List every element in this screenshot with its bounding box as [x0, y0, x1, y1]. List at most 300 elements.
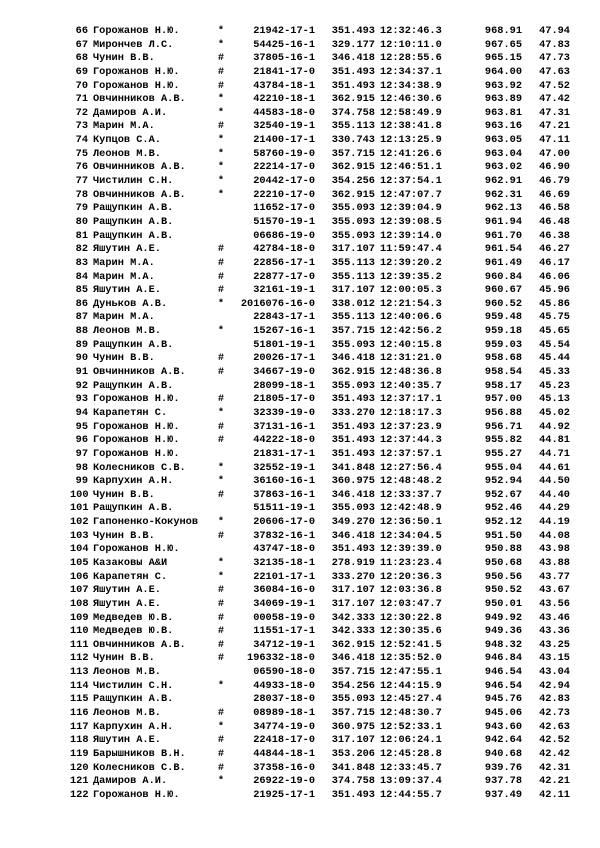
distance: 355.093 [331, 338, 375, 351]
fancier-name: Карапетян С. [93, 570, 168, 583]
bird-ring-id: 37832-16-1 [253, 529, 315, 542]
coefficient: 44.71 [539, 447, 570, 460]
fancier-name: Леонов М.В. [93, 325, 161, 338]
distance: 357.715 [331, 147, 375, 160]
row-number: 75 [75, 147, 88, 160]
bird-ring-id: 37358-16-0 [253, 761, 315, 774]
fancier-name: Чунин В.В. [93, 52, 155, 65]
fancier-name: Горожанов Н.Ю. [93, 393, 180, 406]
distance: 317.107 [331, 597, 375, 610]
row-number: 119 [70, 747, 89, 760]
distance: 351.493 [331, 447, 375, 460]
fancier-name: Карпухин А.Н. [93, 475, 174, 488]
row-number: 104 [70, 543, 89, 556]
bird-ring-id: 21831-17-1 [253, 447, 315, 460]
arrival-time: 12:42:48.9 [380, 502, 442, 515]
row-number: 68 [75, 52, 88, 65]
distance: 338.012 [331, 297, 375, 310]
row-number: 107 [70, 584, 89, 597]
row-number: 88 [75, 325, 88, 338]
coefficient: 42.31 [539, 761, 570, 774]
distance: 354.256 [331, 175, 375, 188]
distance: 355.093 [331, 693, 375, 706]
coefficient: 44.29 [539, 502, 570, 515]
row-number: 109 [70, 611, 89, 624]
speed: 963.04 [484, 147, 522, 160]
bird-ring-id: 42210-18-1 [253, 93, 315, 106]
fancier-name: Чистилин С.Н. [93, 679, 174, 692]
distance: 346.418 [331, 529, 375, 542]
arrival-time: 12:13:25.9 [380, 134, 442, 147]
bird-ring-id: 22877-17-0 [253, 270, 315, 283]
bird-ring-id: 44844-18-1 [253, 747, 315, 760]
bird-ring-id: 43784-18-1 [253, 79, 315, 92]
bird-ring-id: 34667-19-0 [253, 366, 315, 379]
coefficient: 45.44 [539, 352, 570, 365]
bird-ring-id: 34712-19-1 [253, 638, 315, 651]
distance: 354.256 [331, 679, 375, 692]
mark-symbol: * [217, 25, 225, 37]
speed: 960.52 [484, 297, 522, 310]
arrival-time: 12:58:49.9 [380, 106, 442, 119]
mark-symbol: * [217, 175, 225, 188]
row-number: 93 [75, 393, 88, 406]
mark-symbol: # [217, 243, 225, 256]
distance: 351.493 [331, 25, 375, 37]
row-number: 78 [75, 188, 88, 201]
distance: 362.915 [331, 188, 375, 201]
distance: 349.270 [331, 516, 375, 529]
bird-ring-id: 37131-16-1 [253, 420, 315, 433]
fancier-name: Ращупкин А.В. [93, 693, 174, 706]
row-number: 91 [75, 366, 88, 379]
bird-ring-id: 58760-19-0 [253, 147, 315, 160]
arrival-time: 12:45:27.4 [380, 693, 442, 706]
coefficient: 43.46 [539, 611, 570, 624]
fancier-name: Овчинников А.В. [93, 93, 186, 106]
speed: 958.68 [484, 352, 522, 365]
fancier-name: Яшутин А.Е. [93, 734, 161, 747]
speed: 958.54 [484, 366, 522, 379]
mark-symbol: # [217, 734, 225, 747]
arrival-time: 12:47:07.7 [380, 188, 442, 201]
distance: 341.848 [331, 761, 375, 774]
speed: 956.88 [484, 406, 522, 419]
bird-ring-id: 00058-19-0 [253, 611, 315, 624]
arrival-time: 12:10:11.0 [380, 38, 442, 51]
row-number: 85 [75, 284, 88, 297]
mark-symbol: * [217, 325, 225, 338]
coefficient: 43.36 [539, 625, 570, 638]
coefficient: 43.04 [539, 666, 570, 679]
speed: 948.32 [484, 638, 522, 651]
mark-symbol: # [217, 434, 225, 447]
coefficient: 42.94 [539, 679, 570, 692]
fancier-name: Ращупкин А.В. [93, 202, 174, 215]
row-number: 114 [70, 679, 89, 692]
speed: 959.18 [484, 325, 522, 338]
coefficient: 44.81 [539, 434, 570, 447]
speed: 963.02 [484, 161, 522, 174]
distance: 351.493 [331, 434, 375, 447]
speed: 963.05 [484, 134, 522, 147]
arrival-time: 12:30:35.6 [380, 625, 442, 638]
speed: 961.70 [484, 229, 522, 242]
mark-symbol: * [217, 134, 225, 147]
row-number: 66 [75, 25, 88, 37]
fancier-name: Купцов С.А. [93, 134, 161, 147]
speed: 949.92 [484, 611, 522, 624]
fancier-name: Горожанов Н.Ю. [93, 447, 180, 460]
coefficient: 44.61 [539, 461, 570, 474]
arrival-time: 12:03:47.7 [380, 597, 442, 610]
mark-symbol: # [217, 747, 225, 760]
row-number: 74 [75, 134, 88, 147]
speed: 961.49 [484, 256, 522, 269]
row-number: 67 [75, 38, 88, 51]
coefficient: 42.63 [539, 720, 570, 733]
speed: 950.56 [484, 570, 522, 583]
bird-ring-id: 2016076-16-0 [240, 297, 315, 310]
bird-ring-id: 20606-17-0 [253, 516, 315, 529]
row-number: 77 [75, 175, 88, 188]
distance: 317.107 [331, 734, 375, 747]
coefficient: 42.42 [539, 747, 570, 760]
coefficient: 47.11 [539, 134, 570, 147]
speed: 964.00 [484, 65, 522, 78]
row-number: 84 [75, 270, 88, 283]
fancier-name: Марин М.А. [93, 120, 155, 133]
mark-symbol: # [217, 488, 225, 501]
arrival-time: 11:59:47.4 [380, 243, 442, 256]
fancier-name: Марин М.А. [93, 270, 155, 283]
mark-symbol: * [217, 38, 225, 51]
fancier-name: Марин М.А. [93, 256, 155, 269]
row-number: 112 [70, 652, 89, 665]
speed: 952.12 [484, 516, 522, 529]
distance: 355.113 [331, 120, 375, 133]
bird-ring-id: 06590-18-0 [253, 666, 315, 679]
distance: 362.915 [331, 93, 375, 106]
distance: 351.493 [331, 393, 375, 406]
fancier-name: Колесников С.В. [93, 761, 186, 774]
mark-symbol: # [217, 270, 225, 283]
bird-ring-id: 21805-17-0 [253, 393, 315, 406]
arrival-time: 12:45:28.8 [380, 747, 442, 760]
bird-ring-id: 44222-18-0 [253, 434, 315, 447]
coefficient: 47.73 [539, 52, 570, 65]
speed: 955.82 [484, 434, 522, 447]
speed: 949.36 [484, 625, 522, 638]
mark-symbol: # [217, 65, 225, 78]
coefficient: 43.77 [539, 570, 570, 583]
distance: 330.743 [331, 134, 375, 147]
fancier-name: Дуньков А.В. [93, 297, 168, 310]
fancier-name: Чунин В.В. [93, 488, 155, 501]
fancier-name: Медведев Ю.В. [93, 625, 174, 638]
distance: 360.975 [331, 475, 375, 488]
arrival-time: 11:23:23.4 [380, 556, 442, 569]
distance: 355.113 [331, 270, 375, 283]
fancier-name: Барышников В.Н. [93, 747, 186, 760]
mark-symbol: * [217, 188, 225, 201]
speed: 967.65 [484, 38, 522, 51]
coefficient: 45.23 [539, 379, 570, 392]
fancier-name: Горожанов Н.Ю. [93, 420, 180, 433]
fancier-name: Горожанов Н.Ю. [93, 79, 180, 92]
arrival-time: 12:34:04.5 [380, 529, 442, 542]
arrival-time: 12:46:51.1 [380, 161, 442, 174]
arrival-time: 12:03:36.8 [380, 584, 442, 597]
arrival-time: 12:42:56.2 [380, 325, 442, 338]
speed: 956.71 [484, 420, 522, 433]
mark-symbol: # [217, 79, 225, 92]
row-number: 80 [75, 215, 88, 228]
coefficient: 46.79 [539, 175, 570, 188]
row-number: 115 [70, 693, 89, 706]
coefficient: 44.19 [539, 516, 570, 529]
distance: 346.418 [331, 652, 375, 665]
coefficient: 42.83 [539, 693, 570, 706]
row-number: 121 [70, 775, 89, 788]
mark-symbol: # [217, 284, 225, 297]
bird-ring-id: 22843-17-1 [253, 311, 315, 324]
arrival-time: 12:40:15.8 [380, 338, 442, 351]
distance: 317.107 [331, 284, 375, 297]
row-number: 86 [75, 297, 88, 310]
coefficient: 44.50 [539, 475, 570, 488]
speed: 955.04 [484, 461, 522, 474]
arrival-time: 12:40:35.7 [380, 379, 442, 392]
arrival-time: 12:48:48.2 [380, 475, 442, 488]
coefficient: 42.11 [539, 788, 570, 801]
bird-ring-id: 28099-18-1 [253, 379, 315, 392]
distance: 357.715 [331, 666, 375, 679]
coefficient: 47.31 [539, 106, 570, 119]
speed: 945.06 [484, 707, 522, 720]
coefficient: 46.69 [539, 188, 570, 201]
bird-ring-id: 22418-17-0 [253, 734, 315, 747]
arrival-time: 12:52:41.5 [380, 638, 442, 651]
coefficient: 45.13 [539, 393, 570, 406]
speed: 943.60 [484, 720, 522, 733]
distance: 355.093 [331, 202, 375, 215]
speed: 958.17 [484, 379, 522, 392]
speed: 957.00 [484, 393, 522, 406]
coefficient: 42.73 [539, 707, 570, 720]
fancier-name: Ращупкин А.В. [93, 215, 174, 228]
coefficient: 45.65 [539, 325, 570, 338]
fancier-name: Горожанов Н.Ю. [93, 543, 180, 556]
mark-symbol: # [217, 611, 225, 624]
coefficient: 45.75 [539, 311, 570, 324]
mark-symbol: * [217, 570, 225, 583]
row-number: 111 [70, 638, 89, 651]
bird-ring-id: 22210-17-0 [253, 188, 315, 201]
coefficient: 46.48 [539, 215, 570, 228]
speed: 962.13 [484, 202, 522, 215]
coefficient: 46.58 [539, 202, 570, 215]
coefficient: 42.21 [539, 775, 570, 788]
coefficient: 45.96 [539, 284, 570, 297]
coefficient: 45.33 [539, 366, 570, 379]
coefficient: 47.83 [539, 38, 570, 51]
speed: 951.50 [484, 529, 522, 542]
distance: 333.270 [331, 406, 375, 419]
speed: 963.16 [484, 120, 522, 133]
coefficient: 43.88 [539, 556, 570, 569]
speed: 950.88 [484, 543, 522, 556]
mark-symbol: * [217, 556, 225, 569]
distance: 346.418 [331, 488, 375, 501]
row-number: 76 [75, 161, 88, 174]
distance: 355.113 [331, 256, 375, 269]
speed: 963.81 [484, 106, 522, 119]
speed: 955.27 [484, 447, 522, 460]
speed: 940.68 [484, 747, 522, 760]
coefficient: 47.63 [539, 65, 570, 78]
mark-symbol: * [217, 406, 225, 419]
fancier-name: Чунин В.В. [93, 529, 155, 542]
bird-ring-id: 34069-19-1 [253, 597, 315, 610]
row-number: 108 [70, 597, 89, 610]
coefficient: 47.00 [539, 147, 570, 160]
fancier-name: Яшутин А.Е. [93, 284, 161, 297]
arrival-time: 12:34:38.9 [380, 79, 442, 92]
arrival-time: 12:48:36.8 [380, 366, 442, 379]
coefficient: 44.08 [539, 529, 570, 542]
bird-ring-id: 196332-18-0 [247, 652, 315, 665]
fancier-name: Леонов М.В. [93, 666, 161, 679]
arrival-time: 12:36:50.1 [380, 516, 442, 529]
mark-symbol: * [217, 475, 225, 488]
row-number: 102 [70, 516, 89, 529]
speed: 942.64 [484, 734, 522, 747]
mark-symbol: * [217, 516, 225, 529]
distance: 329.177 [331, 38, 375, 51]
row-number: 79 [75, 202, 88, 215]
bird-ring-id: 21400-17-1 [253, 134, 315, 147]
arrival-time: 12:06:24.1 [380, 734, 442, 747]
row-number: 100 [70, 488, 89, 501]
row-number: 73 [75, 120, 88, 133]
mark-symbol: # [217, 366, 225, 379]
bird-ring-id: 21942-17-1 [253, 25, 315, 37]
mark-symbol: # [217, 420, 225, 433]
bird-ring-id: 26922-19-0 [253, 775, 315, 788]
arrival-time: 12:37:17.1 [380, 393, 442, 406]
row-number: 110 [70, 625, 89, 638]
coefficient: 46.90 [539, 161, 570, 174]
arrival-time: 12:18:17.3 [380, 406, 442, 419]
mark-symbol: * [217, 161, 225, 174]
mark-symbol: # [217, 529, 225, 542]
distance: 342.333 [331, 625, 375, 638]
speed: 959.03 [484, 338, 522, 351]
fancier-name: Овчинников А.В. [93, 366, 186, 379]
distance: 342.333 [331, 611, 375, 624]
bird-ring-id: 15267-16-1 [253, 325, 315, 338]
speed: 959.48 [484, 311, 522, 324]
coefficient: 45.54 [539, 338, 570, 351]
bird-ring-id: 32135-18-1 [253, 556, 315, 569]
speed: 945.76 [484, 693, 522, 706]
distance: 317.107 [331, 243, 375, 256]
arrival-time: 12:37:54.1 [380, 175, 442, 188]
mark-symbol: # [217, 638, 225, 651]
distance: 351.493 [331, 65, 375, 78]
bird-ring-id: 36160-16-1 [253, 475, 315, 488]
speed: 950.52 [484, 584, 522, 597]
speed: 960.67 [484, 284, 522, 297]
distance: 346.418 [331, 52, 375, 65]
fancier-name: Чистилин С.Н. [93, 175, 174, 188]
arrival-time: 12:32:46.3 [380, 25, 442, 37]
distance: 357.715 [331, 707, 375, 720]
speed: 937.78 [484, 775, 522, 788]
speed: 952.67 [484, 488, 522, 501]
fancier-name: Леонов М.В. [93, 147, 161, 160]
fancier-name: Дамиров А.И. [93, 106, 168, 119]
speed: 946.84 [484, 652, 522, 665]
distance: 355.093 [331, 502, 375, 515]
arrival-time: 12:39:39.0 [380, 543, 442, 556]
mark-symbol: * [217, 679, 225, 692]
coefficient: 47.42 [539, 93, 570, 106]
bird-ring-id: 43747-18-0 [253, 543, 315, 556]
fancier-name: Казаковы А&И [93, 556, 168, 569]
coefficient: 45.02 [539, 406, 570, 419]
mark-symbol: * [217, 297, 225, 310]
bird-ring-id: 32161-19-1 [253, 284, 315, 297]
mark-symbol: # [217, 120, 225, 133]
fancier-name: Чунин В.В. [93, 352, 155, 365]
speed: 950.01 [484, 597, 522, 610]
fancier-name: Колесников С.В. [93, 461, 186, 474]
arrival-time: 12:20:36.3 [380, 570, 442, 583]
fancier-name: Карпухин А.Н. [93, 720, 174, 733]
coefficient: 43.25 [539, 638, 570, 651]
bird-ring-id: 37863-16-1 [253, 488, 315, 501]
arrival-time: 12:30:22.8 [380, 611, 442, 624]
coefficient: 43.56 [539, 597, 570, 610]
arrival-time: 12:44:55.7 [380, 788, 442, 801]
fancier-name: Яшутин А.Е. [93, 584, 161, 597]
arrival-time: 12:39:20.2 [380, 256, 442, 269]
mark-symbol: # [217, 707, 225, 720]
coefficient: 47.94 [539, 25, 570, 37]
coefficient: 45.86 [539, 297, 570, 310]
fancier-name: Горожанов Н.Ю. [93, 25, 180, 37]
distance: 355.113 [331, 311, 375, 324]
distance: 351.493 [331, 420, 375, 433]
distance: 355.093 [331, 229, 375, 242]
arrival-time: 12:31:21.0 [380, 352, 442, 365]
arrival-time: 12:38:41.8 [380, 120, 442, 133]
distance: 362.915 [331, 161, 375, 174]
distance: 317.107 [331, 584, 375, 597]
row-number: 72 [75, 106, 88, 119]
mark-symbol: * [217, 775, 225, 788]
bird-ring-id: 20026-17-1 [253, 352, 315, 365]
mark-symbol: * [217, 147, 225, 160]
speed: 939.76 [484, 761, 522, 774]
distance: 374.758 [331, 106, 375, 119]
arrival-time: 12:37:57.1 [380, 447, 442, 460]
fancier-name: Горожанов Н.Ю. [93, 65, 180, 78]
bird-ring-id: 21841-17-0 [253, 65, 315, 78]
row-number: 71 [75, 93, 88, 106]
